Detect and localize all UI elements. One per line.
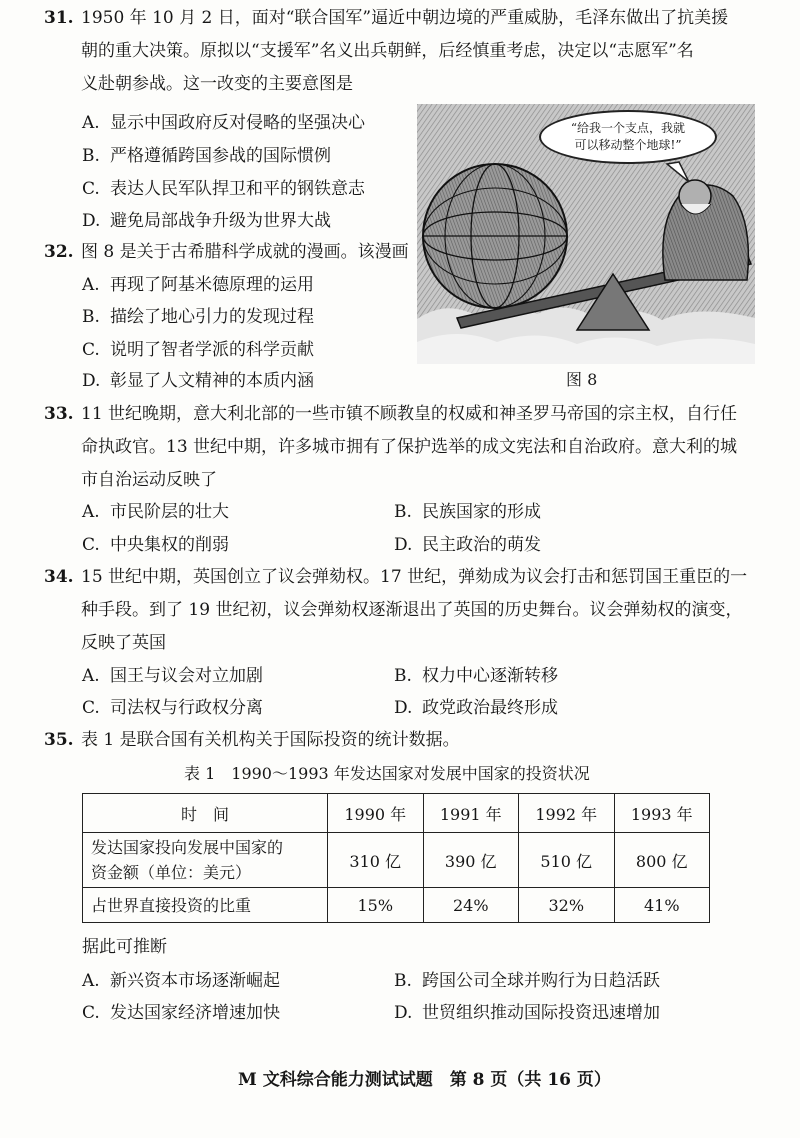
option-34-c[interactable] xyxy=(82,693,263,723)
option-letter: C. xyxy=(82,340,100,360)
option-35-a[interactable] xyxy=(82,966,280,996)
question-stem-line: 反映了英国 xyxy=(81,633,166,653)
option-32-b[interactable] xyxy=(82,302,314,332)
option-34-b[interactable] xyxy=(394,661,558,691)
table-header-cell: 1990 年 xyxy=(328,794,424,833)
option-letter: A. xyxy=(82,971,100,991)
table-row-label xyxy=(83,833,328,888)
table-header-cell: 时 间 xyxy=(83,794,328,833)
option-letter: C. xyxy=(82,698,100,718)
option-text: 表达人民军队捍卫和平的钢铁意志 xyxy=(110,179,365,199)
option-letter: B. xyxy=(82,307,100,327)
option-letter: B. xyxy=(394,502,412,522)
option-letter: D. xyxy=(82,371,101,391)
table-header-cell: 1992 年 xyxy=(519,794,615,833)
question-stem-line: 表 1 是联合国有关机构关于国际投资的统计数据。 xyxy=(81,730,460,750)
table-row xyxy=(83,888,710,923)
question-stem-line: 朝的重大决策。原拟以“支援军”名义出兵朝鲜，后经慎重考虑，决定以“志愿军”名 xyxy=(81,41,694,61)
option-32-c[interactable] xyxy=(82,335,314,365)
figure-caption: 图 8 xyxy=(566,370,598,389)
option-text: 司法权与行政权分离 xyxy=(110,698,263,718)
question-34 xyxy=(44,561,758,660)
table-title: 表 1 1990～1993 年发达国家对发展中国家的投资状况 xyxy=(184,764,590,783)
table-row-label: 占世界直接投资的比重 xyxy=(83,888,328,923)
question-stem-line: 11 世纪晚期，意大利北部的一些市镇不顾教皇的权威和神圣罗马帝国的宗主权，自行任 xyxy=(81,404,738,424)
question-32-stem xyxy=(44,237,409,267)
table-cell: 41% xyxy=(614,888,710,923)
question-stem-line: 1950 年 10 月 2 日，面对“联合国军”逼近中朝边境的严重威胁，毛泽东做出了抗美援 xyxy=(81,8,729,28)
option-31-c[interactable] xyxy=(82,174,365,204)
option-35-b[interactable] xyxy=(394,966,660,996)
inference-prompt: 据此可推断 xyxy=(82,937,167,957)
question-stem-line: 15 世纪中期，英国创立了议会弹劾权。17 世纪，弹劾成为议会打击和惩罚国王重臣的一 xyxy=(81,567,748,587)
option-letter: A. xyxy=(82,666,100,686)
option-33-b[interactable] xyxy=(394,497,541,527)
option-text: 避免局部战争升级为世界大战 xyxy=(110,211,331,231)
option-text: 再现了阿基米德原理的运用 xyxy=(110,275,314,295)
table-cell: 390 亿 xyxy=(423,833,519,888)
option-text: 说明了智者学派的科学贡献 xyxy=(110,340,314,360)
question-stem-line: 市自治运动反映了 xyxy=(81,470,217,490)
option-text: 世贸组织推动国际投资迅速增加 xyxy=(422,1003,660,1023)
investment-table xyxy=(82,793,710,923)
table-cell: 24% xyxy=(423,888,519,923)
option-text: 民族国家的形成 xyxy=(422,502,541,522)
option-letter: B. xyxy=(82,146,100,166)
option-text: 描绘了地心引力的发现过程 xyxy=(110,307,314,327)
option-32-a[interactable] xyxy=(82,270,314,300)
question-number: 33. xyxy=(44,404,74,424)
option-text: 中央集权的削弱 xyxy=(110,535,229,555)
question-number: 34. xyxy=(44,567,74,587)
option-letter: C. xyxy=(82,535,100,555)
question-stem-line: 种手段。到了 19 世纪初，议会弹劾权逐渐退出了英国的历史舞台。议会弹劾权的演变， xyxy=(81,600,743,620)
option-31-d[interactable] xyxy=(82,206,331,236)
option-text: 市民阶层的壮大 xyxy=(110,502,229,522)
option-letter: C. xyxy=(82,1003,100,1023)
row-label-line: 发达国家投向发展中国家的 xyxy=(91,838,284,857)
question-31 xyxy=(44,2,758,101)
table-cell: 310 亿 xyxy=(328,833,424,888)
speech-text-line: “给我一个支点，我就 xyxy=(570,121,686,135)
option-text: 新兴资本市场逐渐崛起 xyxy=(110,971,280,991)
option-text: 民主政治的萌发 xyxy=(422,535,541,555)
option-text: 彰显了人文精神的本质内涵 xyxy=(110,371,314,391)
question-number: 31. xyxy=(44,8,74,28)
question-35-stem xyxy=(44,725,460,755)
page-footer: M 文科综合能力测试试题 第 8 页（共 16 页） xyxy=(238,1070,611,1090)
option-31-b[interactable] xyxy=(82,141,331,171)
option-text: 国王与议会对立加剧 xyxy=(110,666,263,686)
option-34-a[interactable] xyxy=(82,661,263,691)
option-33-a[interactable] xyxy=(82,497,229,527)
option-text: 严格遵循跨国参战的国际惯例 xyxy=(110,146,331,166)
question-stem-line: 命执政官。13 世纪中期，许多城市拥有了保护选举的成文宪法和自治政府。意大利的城 xyxy=(81,437,738,457)
table-header-row xyxy=(83,794,710,833)
table-cell: 32% xyxy=(519,888,615,923)
option-34-d[interactable] xyxy=(394,693,558,723)
table-row xyxy=(83,833,710,888)
table-cell: 800 亿 xyxy=(614,833,710,888)
option-text: 发达国家经济增速加快 xyxy=(110,1003,280,1023)
option-33-d[interactable] xyxy=(394,530,541,560)
table-cell: 15% xyxy=(328,888,424,923)
speech-text-line: 可以移动整个地球!” xyxy=(574,138,682,152)
option-letter: D. xyxy=(394,535,413,555)
question-stem-line: 图 8 是关于古希腊科学成就的漫画。该漫画 xyxy=(81,242,409,262)
option-33-c[interactable] xyxy=(82,530,229,560)
row-label-line: 资金额（单位：美元） xyxy=(91,863,252,882)
question-stem-line: 义赴朝参战。这一改变的主要意图是 xyxy=(81,74,353,94)
option-letter: B. xyxy=(394,666,412,686)
option-letter: B. xyxy=(394,971,412,991)
option-letter: D. xyxy=(394,698,413,718)
table-header-cell: 1991 年 xyxy=(423,794,519,833)
option-letter: A. xyxy=(82,502,100,522)
figure-8-cartoon xyxy=(417,104,755,364)
option-letter: C. xyxy=(82,179,100,199)
option-letter: D. xyxy=(82,211,101,231)
option-letter: A. xyxy=(82,113,100,133)
option-text: 权力中心逐渐转移 xyxy=(422,666,558,686)
option-35-d[interactable] xyxy=(394,998,660,1028)
option-text: 跨国公司全球并购行为日趋活跃 xyxy=(422,971,660,991)
option-letter: D. xyxy=(394,1003,413,1023)
option-letter: A. xyxy=(82,275,100,295)
question-33 xyxy=(44,398,758,497)
option-text: 显示中国政府反对侵略的坚强决心 xyxy=(110,113,365,133)
option-31-a[interactable] xyxy=(82,108,365,138)
speech-bubble xyxy=(539,110,717,164)
option-35-c[interactable] xyxy=(82,998,280,1028)
question-number: 32. xyxy=(44,242,74,262)
table-header-cell: 1993 年 xyxy=(614,794,710,833)
table-cell: 510 亿 xyxy=(519,833,615,888)
option-32-d[interactable] xyxy=(82,366,314,396)
question-number: 35. xyxy=(44,730,74,750)
option-text: 政党政治最终形成 xyxy=(422,698,558,718)
